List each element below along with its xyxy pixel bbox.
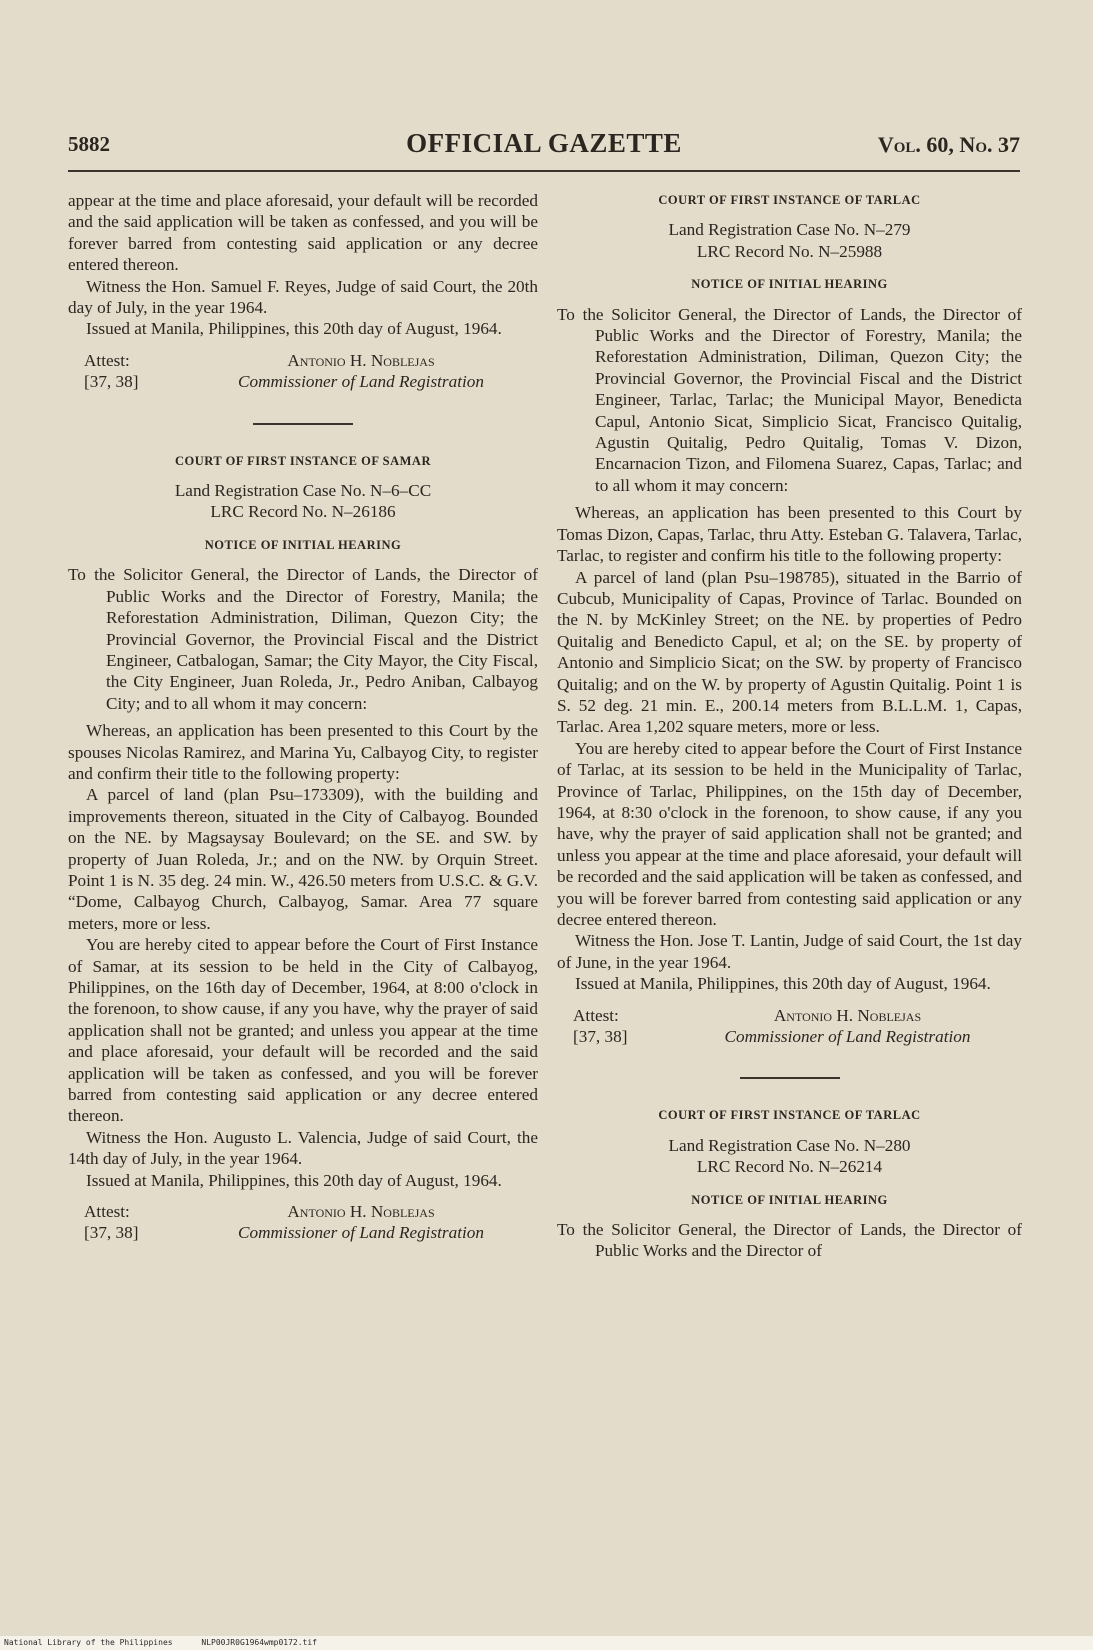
attest-name: Antonio H. Noblejas (287, 350, 435, 370)
cited-paragraph: You are hereby cited to appear before the Court of First Instance of Tarlac, at its session to be held in the Municipality of Tarlac, Province of Tarlac, Philippines, on the 15th day of December, 1964, at 8:30 o'clock in the forenoon, to show cause, if any you have, why the prayer of said application shall not be granted; and unless you appear at the time and place aforesaid, your default will be recorded and the said application will be taken as confessed, and you will be forever barred from contesting said application or any decree entered thereon. (557, 738, 1022, 929)
scan-footer (0, 1636, 1093, 1650)
section-divider (253, 423, 353, 425)
attest-reference: [37, 38] (573, 1027, 628, 1047)
court-heading: COURT OF FIRST INSTANCE OF TARLAC (658, 1108, 921, 1123)
parcel-paragraph: A parcel of land (plan Psu–173309), with the building and improvements thereon, situated in the City of Calbayog. Bounded on the NE. by Magsaysay Boulevard; on the SE. and SW. by property of Juan Roleda, Jr.; and on the NW. by Orquin Street. Point 1 is N. 35 deg. 24 min. W., 426.50 meters from U.S.C. & G.V. “Dome, Calbayog Church, Calbayog, Samar. Area 77 square meters, more or less. (68, 785, 538, 933)
page-number: 5882 (68, 132, 110, 156)
addressees-paragraph: To the Solicitor General, the Director of Lands, the Director of Public Works and the Director of Forestry, Manila; the Reforestation Administration, Diliman, Quezon City; the Provincial Governor, the Provincial Fiscal and the District Engineer, Catbalogan, Samar; the City Mayor, the City Fiscal, the City Engineer, Juan Roleda, Jr., Pedro Aniban, Calbayog City; and to all whom it may concern: (68, 565, 538, 713)
attest-role: Commissioner of Land Registration (238, 1223, 484, 1243)
attest-label: Attest: (573, 1005, 619, 1025)
page-header (68, 128, 1020, 168)
attest-name: Antonio H. Noblejas (773, 1005, 922, 1025)
attest-label: Attest: (84, 350, 130, 370)
cited-paragraph: You are hereby cited to appear before the Court of First Instance of Samar, at its session to be held in the City of Calbayog, Philippines, on the 16th day of December, 1964, at 8:00 o'clock in the forenoon, to show cause, if any you have, why the prayer of said application shall not be granted; and unless you appear at the time and place aforesaid, your default will be recorded and the said application will be taken as confessed, and you will be forever barred from contesting said application or any decree entered thereon. (68, 935, 538, 1126)
addressees-paragraph: To the Solicitor General, the Director of Lands, the Director of Public Works and the Director of Forestry, Manila; the Reforestation Administration, Diliman, Quezon City; the Provincial Governor, the Provincial Fiscal and the District Engineer, Tarlac, Tarlac; the Municipal Mayor, Benedicta Capul, Antonio Sicat, Simplicio Sicat, Francisco Quitalig, Agustin Quitalig, Pedro Quitalig, Tomas V. Dizon, Encarnacion Tizon, and Filomena Suarez, Capas, Tarlac; and to all whom it may concern: (557, 304, 1022, 495)
case-number: Land Registration Case No. N–279 (668, 220, 911, 240)
whereas-paragraph: Whereas, an application has been presented to this Court by Tomas Dizon, Capas, Tarlac, thru Atty. Esteban G. Talavera, Tarlac, Tarlac, to register and confirm his title to the following property: (557, 503, 1022, 566)
issued-paragraph: Issued at Manila, Philippines, this 20th day of August, 1964. (86, 1170, 502, 1190)
scan-filename: NLP00JR0G1964wmp0172.tif (201, 1638, 317, 1647)
addressees-paragraph: To the Solicitor General, the Director of Lands, the Director of Public Works and the Director of (557, 1220, 1022, 1261)
notice-heading: NOTICE OF INITIAL HEARING (691, 1192, 888, 1207)
attestation-block (557, 1005, 1022, 1048)
attest-label: Attest: (84, 1202, 130, 1222)
parcel-paragraph: A parcel of land (plan Psu–198785), situated in the Barrio of Cubcub, Municipality of Capas, Province of Tarlac. Bounded on the N. by McKinley Street; on the NE. by properties of Pedro Quitalig and Benedicto Capul, et al; on the SE. by property of Antonio and Simplicio Sicat; on the SW. by property of Francisco Quitalig; and on the W. by property of Agustin Quitalig. Point 1 is S. 52 deg. 21 min. E., 200.14 meters from B.L.L.M. 1, Capas, Tarlac. Area 1,202 square meters, more or less. (557, 567, 1022, 737)
attestation-block (68, 350, 538, 393)
header-rule (68, 170, 1020, 172)
attestation-block (68, 1201, 538, 1244)
attest-role: Commissioner of Land Registration (724, 1027, 971, 1047)
court-heading: COURT OF FIRST INSTANCE OF SAMAR (175, 453, 431, 468)
library-credit: National Library of the Philippines (4, 1638, 173, 1647)
witness-paragraph: Witness the Hon. Jose T. Lantin, Judge of said Court, the 1st day of June, in the year 1964. (557, 931, 1022, 972)
notice-heading: NOTICE OF INITIAL HEARING (204, 537, 402, 552)
issued-paragraph: Issued at Manila, Philippines, this 20th day of August, 1964. (575, 974, 991, 994)
witness-paragraph: Witness the Hon. Samuel F. Reyes, Judge of said Court, the 20th day of July, in the year 1964. (68, 276, 538, 318)
whereas-paragraph: Whereas, an application has been presented to this Court by the spouses Nicolas Ramirez, and Marina Yu, Calbayog City, to register and confirm their title to the following property: (68, 721, 538, 783)
attest-role: Commissioner of Land Registration (238, 372, 484, 392)
right-column (557, 190, 1022, 1262)
issued-paragraph: Issued at Manila, Philippines, this 20th day of August, 1964. (86, 319, 502, 339)
lrc-record-number: LRC Record No. N–26186 (210, 502, 396, 522)
attest-reference: [37, 38] (84, 1223, 139, 1243)
attest-reference: [37, 38] (84, 372, 139, 392)
publication-title: OFFICIAL GAZETTE (406, 128, 682, 158)
left-column (68, 190, 538, 1244)
attest-name: Antonio H. Noblejas (287, 1202, 435, 1222)
lrc-record-number: LRC Record No. N–26214 (696, 1157, 883, 1177)
court-heading: COURT OF FIRST INSTANCE OF TARLAC (658, 193, 921, 207)
notice-heading: NOTICE OF INITIAL HEARING (691, 277, 888, 292)
section-divider (740, 1077, 840, 1079)
continued-paragraph: appear at the time and place aforesaid, your default will be recorded and the said application will be taken as confessed, and you will be forever barred from contesting said application or any decree entered thereon. (68, 191, 538, 275)
lrc-record-number: LRC Record No. N–25988 (696, 241, 883, 261)
volume-issue: Vol. 60, No. 37 (877, 132, 1020, 157)
case-number: Land Registration Case No. N–6–CC (174, 481, 432, 501)
case-number: Land Registration Case No. N–280 (668, 1135, 911, 1155)
witness-paragraph: Witness the Hon. Augusto L. Valencia, Judge of said Court, the 14th day of July, in the year 1964. (68, 1127, 538, 1169)
